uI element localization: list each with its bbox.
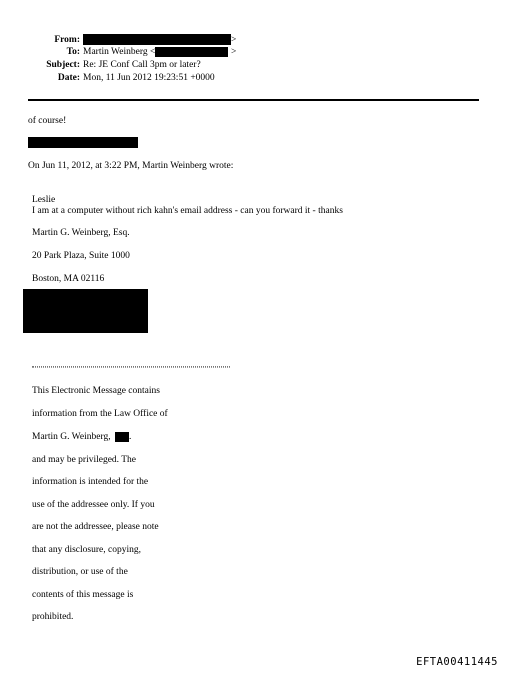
to-value	[83, 46, 228, 58]
from-gt: >	[231, 35, 237, 45]
disclaimer-line: information from the Law Office of	[32, 409, 168, 419]
redaction-block	[28, 137, 138, 148]
disclaimer-line: prohibited.	[32, 612, 74, 622]
reply-text: of course!	[28, 116, 67, 126]
to-name: Martin Weinberg <	[83, 47, 156, 57]
disclaimer-line: contents of this message is	[32, 590, 134, 600]
signature-name: Martin G. Weinberg, Esq.	[32, 228, 130, 238]
redaction-block	[115, 432, 132, 442]
from-value	[83, 34, 231, 46]
separator-line	[32, 366, 230, 368]
disclaimer-line: distribution, or use of the	[32, 567, 128, 577]
subject-label: Subject:	[46, 60, 80, 70]
redaction-block	[83, 34, 231, 45]
subject-value: Re: JE Conf Call 3pm or later?	[83, 60, 201, 70]
disclaimer-line	[32, 431, 131, 443]
quote-intro: On Jun 11, 2012, at 3:22 PM, Martin Weinberg wrote:	[28, 161, 234, 171]
to-gt: >	[231, 47, 237, 57]
disclaimer-line: that any disclosure, copying,	[32, 545, 141, 555]
disclaimer-line: This Electronic Message contains	[32, 386, 160, 396]
disclaimer-text: Martin G. Weinberg,	[32, 432, 111, 442]
disclaimer-line: information is intended for the	[32, 477, 149, 487]
header-divider	[28, 99, 479, 101]
redaction-block	[155, 47, 228, 57]
from-label: From:	[54, 35, 80, 45]
date-label: Date:	[57, 73, 80, 83]
to-label: To:	[66, 47, 80, 57]
signature-address-line2: Boston, MA 02116	[32, 274, 105, 284]
disclaimer-line: and may be privileged. The	[32, 455, 137, 465]
quoted-message: I am at a computer without rich kahn's email address - can you forward it - thanks	[32, 206, 343, 216]
redaction-block	[23, 289, 148, 333]
disclaimer-suffix: .	[128, 432, 132, 442]
quoted-greeting: Leslie	[32, 195, 56, 205]
disclaimer-line: use of the addressee only. If you	[32, 500, 155, 510]
date-value: Mon, 11 Jun 2012 19:23:51 +0000	[83, 73, 215, 83]
signature-address-line1: 20 Park Plaza, Suite 1000	[32, 251, 130, 261]
disclaimer-line: are not the addressee, please note	[32, 522, 159, 532]
bates-number: EFTA00411445	[416, 656, 498, 668]
